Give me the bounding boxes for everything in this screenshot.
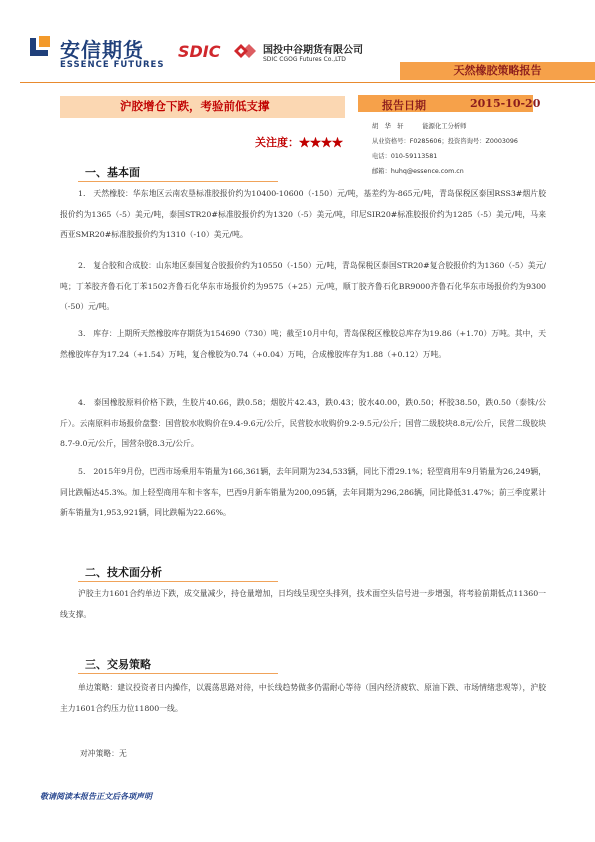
sdic-logo-icon (232, 42, 258, 60)
partner-company-name: 国投中谷期货有限公司 (263, 45, 363, 56)
header-divider (20, 82, 595, 83)
report-date-label: 报告日期 (382, 99, 426, 112)
analyst-name: 胡 华 轩 能源化工分析师 (372, 123, 467, 130)
analyst-phone: 电话：010-59113581 (372, 153, 438, 160)
paragraph-technical: 沪胶主力1601合约单边下跌，成交量减少，持仓量增加，日均线呈现空头排列，技术面空头信号进一步增强，将考验前期低点11360一线支撑。 (60, 589, 546, 619)
essence-logo-text: 安信期货 (60, 38, 144, 62)
sdic-wordmark: SDIC (178, 42, 221, 61)
paragraph-inventory: 3. 库存：上期所天然橡胶库存期货为154690（730）吨；截至10月中旬，青岛保税区橡胶总库存为19.86（+1.70）万吨。其中，天然橡胶库存为17.24（+1.54）万吨，复合橡胶为0.74（+0.04）万吨，合成橡胶库存为1.88（+0.12）万吨。 (60, 329, 546, 359)
paragraph-raw-material: 4. 泰国橡胶原料价格下跌，生胶片40.66，跌0.58；烟胶片42.43，跌0.43；胶水40.00，跌0.50；杯胶38.50，跌0.50（泰铢/公斤）。云南原料市场报价盘整：国营胶水收购价在9.4-9.6元/公斤，民营胶水收购价9.2-9.5元/公斤；国营二级胶块8.8元/公斤，民营二级胶块8.7-9.0元/公斤，国营杂胶8.3元/公斤。 (60, 398, 546, 448)
paragraph-strategy: 单边策略：建议投资者日内操作，以震荡思路对待，中长线趋势做多仍需耐心等待（国内经济疲软、原油下跌、市场情绪悲观等），沪胶主力1601合约压力位11800一线。 (60, 683, 546, 713)
paragraph-compound-rubber: 2. 复合胶和合成胶：山东地区泰国复合胶报价约为10550（-150）元/吨，青岛保税区泰国STR20#复合胶报价约为1360（-5）美元/吨；丁苯胶齐鲁石化丁苯1502齐鲁石化华东市场报价约为9575（+25）元/吨，顺丁胶齐鲁石化BR9000齐鲁石化华东市场报价约为9300（-50）元/吨。 (60, 261, 546, 311)
section-title-fundamentals: 一、基本面 (85, 166, 140, 179)
partner-company-en: SDIC CGOG Futures Co.,LTD (263, 56, 346, 63)
section-rule (78, 673, 278, 674)
analyst-license: 从业资格号：F0285606；投资咨询号：Z0003096 (372, 138, 518, 145)
section-rule (78, 181, 278, 182)
essence-logo-en: ESSENCE FUTURES (60, 60, 165, 70)
section-title-technical: 二、技术面分析 (85, 566, 162, 579)
report-title: 沪胶增仓下跌，考验前低支撑 (120, 99, 270, 113)
disclaimer-notice: 敬请阅读本报告正文后各项声明 (40, 791, 152, 801)
hedge-strategy: 对冲策略：无 (80, 749, 127, 758)
analyst-email: 邮箱：huhq@essence.com.cn (372, 168, 464, 175)
focus-rating: 关注度：★★★★ (255, 136, 343, 149)
section-rule (78, 581, 278, 582)
report-date: 2015-10-20 (470, 97, 541, 110)
paragraph-rubber-prices: 1. 天然橡胶：华东地区云南农垦标准胶报价约为10400-10600（-150）元/吨，基差约为-865元/吨，青岛保税区泰国RSS3#烟片胶报价约为1365（-5）美元/吨，泰国STR20#标准胶报价约为1320（-5）美元/吨，印尼SIR20#标准胶报价约为1285（-5）美元/吨，马来西亚SMR20#标准胶报价约为1310（-10）美元/吨。 (60, 189, 546, 239)
paragraph-brazil-auto: 5. 2015年9月份，巴西市场乘用车销量为166,361辆，去年同期为234,533辆，同比下滑29.1%；轻型商用车9月销量为26,249辆，同比跌幅达45.3%。加上轻型商用车和卡客车，巴西9月新车销量为200,095辆，去年同期为296,286辆，同比降低31.47%；前三季度累计新车销量为1,953,921辆，同比跌幅为22.66%。 (60, 467, 546, 517)
essence-logo-icon (28, 34, 52, 58)
report-type-banner: 天然橡胶策略报告 (400, 62, 595, 80)
section-title-strategy: 三、交易策略 (85, 658, 151, 671)
